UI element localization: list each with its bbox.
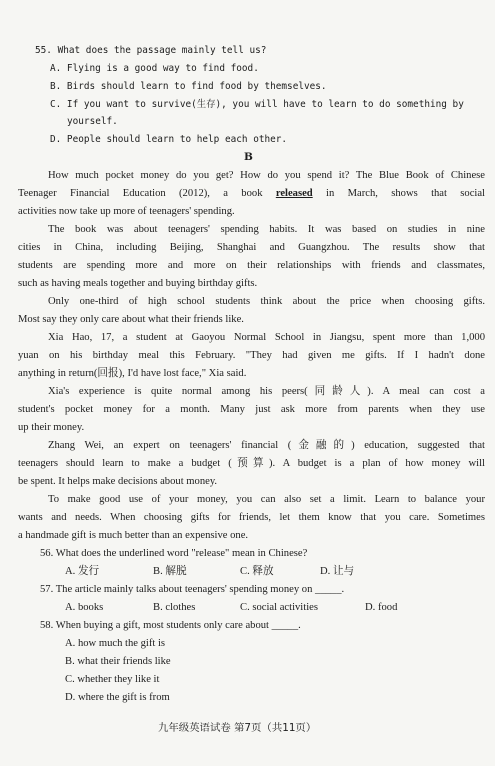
q56-option-c: C. 释放 xyxy=(240,566,274,577)
page-footer: 九年级英语试卷 第7页（共11页） xyxy=(158,722,317,734)
passage-line: cities in China, including Beijing, Shanghai and Guangzhou. The results show that xyxy=(18,242,485,253)
passage-line: student's pocket money for a month. Many just ask more from parents when they use xyxy=(18,404,485,415)
q57-stem: 57. The article mainly talks about teenagers' spending money on _____. xyxy=(40,584,345,595)
passage-line: students are spending more and more on their relationships with friends and classmates, xyxy=(18,260,485,271)
passage-line: such as having meals together and buying birthday gifts. xyxy=(18,278,258,289)
passage-line: a handmade gift is much better than an expensive one. xyxy=(18,530,249,541)
passage-line: Xia Hao, 17, a student at Gaoyou Normal School in Jiangsu, spent more than 1,000 xyxy=(48,332,485,343)
q58-option-d: D. where the gift is from xyxy=(65,692,170,703)
q55-option-a: A. Flying is a good way to find food. xyxy=(50,63,259,74)
passage-line: The book was about teenagers' spending habits. It was based on studies in nine xyxy=(48,224,485,235)
passage-line: anything in return(回报), I'd have lost face," Xia said. xyxy=(18,368,247,379)
underlined-word: released xyxy=(275,188,313,199)
q56-option-d: D. 让与 xyxy=(320,566,355,577)
q55-stem: 55. What does the passage mainly tell us? xyxy=(35,45,267,56)
q56-stem: 56. What does the underlined word "release" mean in Chinese? xyxy=(40,548,308,559)
passage-line: wants and needs. When choosing gifts for friends, let them know that you care. Sometimes xyxy=(18,512,485,523)
passage-line: up their money. xyxy=(18,422,85,433)
passage-line: activities now take up more of teenagers' spending. xyxy=(18,206,235,217)
q58-option-c: C. whether they like it xyxy=(65,674,160,685)
passage-line: Most say they only care about what their friends like. xyxy=(18,314,244,325)
passage-line xyxy=(18,187,485,200)
passage-line: Xia's experience is quite normal among his peers(同龄人). A meal can cost a xyxy=(48,386,485,397)
q55-option-c-line1: C. If you want to survive(生存), you will have to learn to do something by xyxy=(50,99,464,110)
section-heading: B xyxy=(244,151,253,163)
q58-stem: 58. When buying a gift, most students only care about _____. xyxy=(40,620,301,631)
passage-line: Zhang Wei, an expert on teenagers' financial (金融的) education, suggested that xyxy=(48,440,485,451)
passage-line: Only one-third of high school students think about the price when choosing gifts. xyxy=(48,296,485,307)
q57-option-c: C. social activities xyxy=(240,602,318,613)
passage-line: To make good use of your money, you can also set a limit. Learn to balance your xyxy=(48,494,485,505)
passage-line: be spent. It helps make decisions about money. xyxy=(18,476,218,487)
q55-option-b: B. Birds should learn to find food by themselves. xyxy=(50,81,327,92)
q56-option-b: B. 解脱 xyxy=(153,566,187,577)
passage-text: in March, shows that social xyxy=(312,188,485,199)
q58-option-a: A. how much the gift is xyxy=(65,638,166,649)
q56-option-a: A. 发行 xyxy=(65,566,100,577)
q57-option-b: B. clothes xyxy=(153,602,196,613)
q55-option-d: D. People should learn to help each other. xyxy=(50,134,288,145)
q55-option-c-line2: yourself. xyxy=(67,116,118,127)
passage-text: Teenager Financial Education (2012), a book xyxy=(18,188,276,199)
passage-line: How much pocket money do you get? How do you spend it? The Blue Book of Chinese xyxy=(48,170,485,181)
q57-option-a: A. books xyxy=(65,602,104,613)
passage-line: teenagers should learn to make a budget (预算). A budget is a plan of how money will xyxy=(18,458,485,469)
q58-option-b: B. what their friends like xyxy=(65,656,171,667)
q57-option-d: D. food xyxy=(365,602,398,613)
passage-line: yuan on his birthday meal this February. "They had given me gifts. If I hadn't done xyxy=(18,350,485,361)
